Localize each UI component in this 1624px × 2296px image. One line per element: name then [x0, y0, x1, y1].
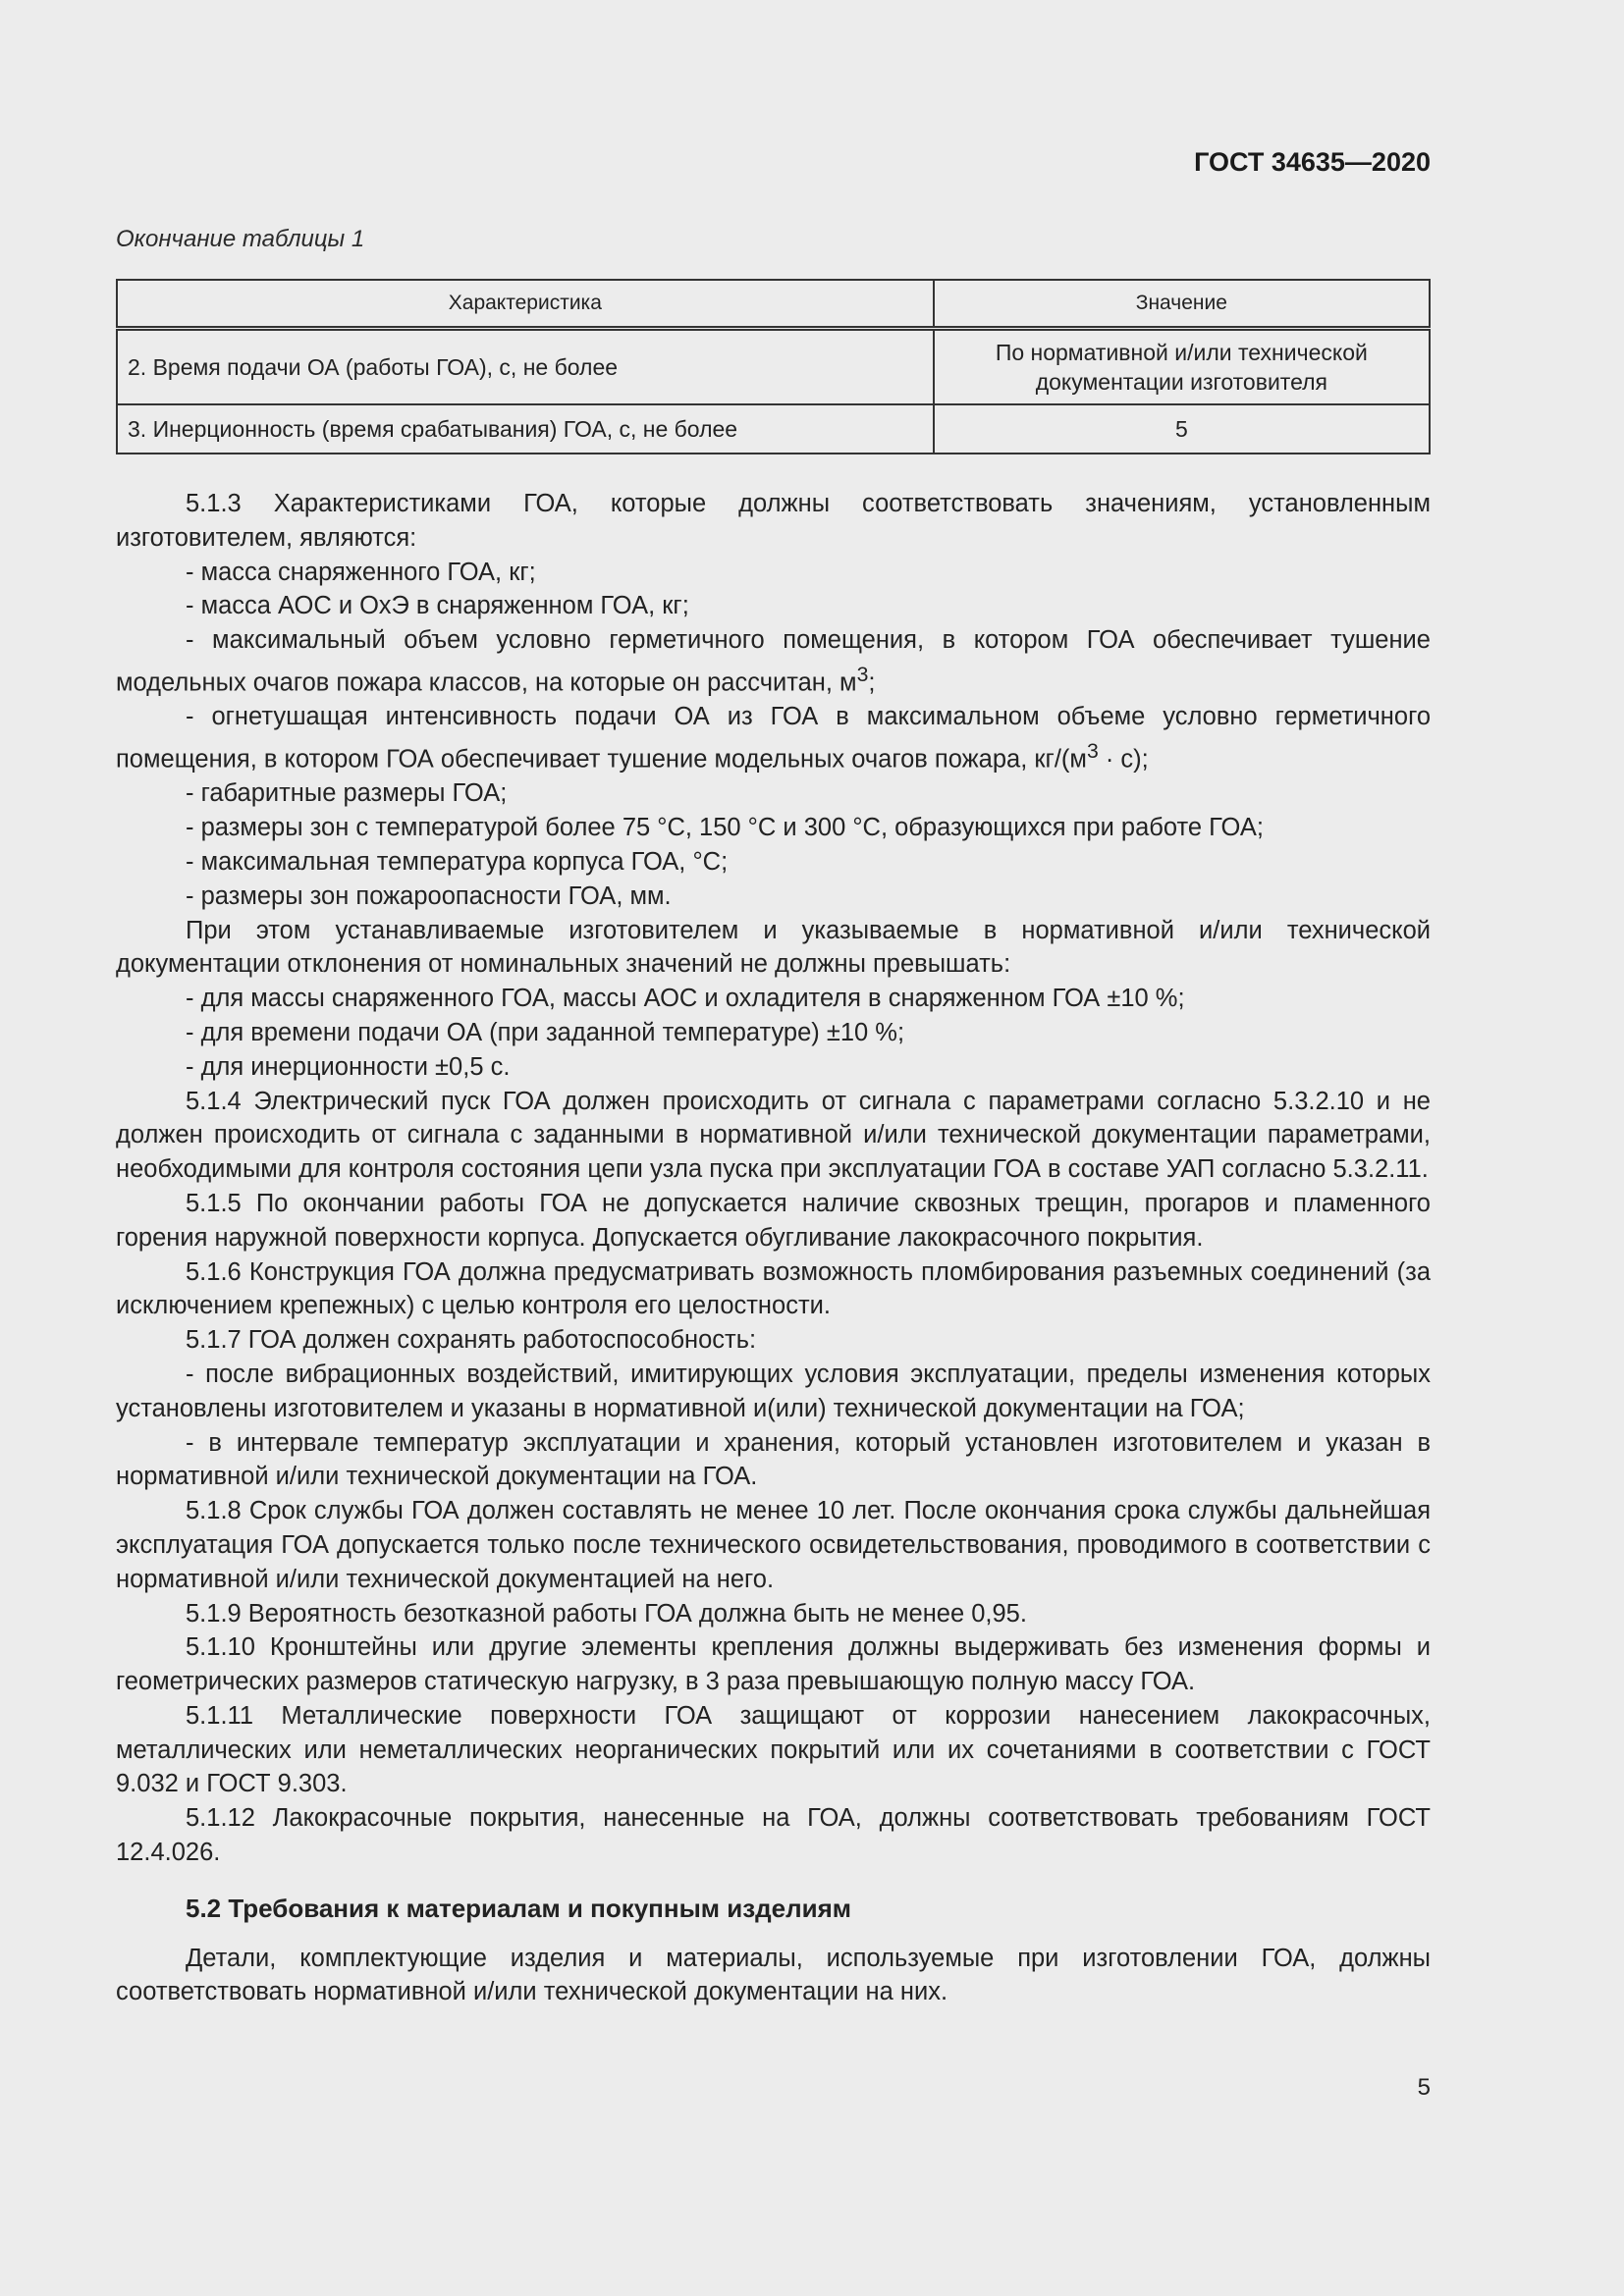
list-item: - максимальная температура корпуса ГОА, °С; — [186, 847, 729, 876]
list-item: - для массы снаряженного ГОА, массы АОС и охладителя в снаряженном ГОА ±10 %; — [186, 985, 1185, 1013]
superscript: 3 — [856, 662, 869, 686]
list-item-text: - максимальный объем условно герметичного помещения, в котором ГОА обеспечивает тушение модельных очагов пожара классов, на которые он рассчитан, м — [116, 626, 1431, 697]
table-header-row — [117, 280, 1430, 329]
paragraph-5-1-4: 5.1.4 Электрический пуск ГОА должен происходить от сигнала с параметрами согласно 5.3.2.10 и не должен происходить от сигнала с заданными в нормативной и/или технической документации параметрами, необходимыми для контроля состояния цепи узла пуска при эксплуатации ГОА в составе УАП согласно 5.3.2.11. — [116, 1087, 1431, 1184]
paragraph-5-1-9: 5.1.9 Вероятность безотказной работы ГОА должна быть не менее 0,95. — [186, 1599, 1027, 1628]
list-item — [116, 700, 1431, 776]
paragraph-5-1-10: 5.1.10 Кронштейны или другие элементы крепления должны выдерживать без изменения формы и геометрических размеров статическую нагрузку, в 3 раза превышающую полную массу ГОА. — [116, 1633, 1431, 1696]
list-item — [116, 623, 1431, 700]
column-header-characteristic: Характеристика — [117, 280, 934, 329]
list-item: - для инерционности ±0,5 с. — [186, 1052, 511, 1081]
column-header-value: Значение — [934, 280, 1430, 329]
paragraph-5-1-8: 5.1.8 Срок службы ГОА должен составлять не менее 10 лет. После окончания срока службы дальнейшая эксплуатация ГОА допускается только после технического освидетельствования, проводимого в соответствии с нормативной и/или технической документацией на него. — [116, 1497, 1431, 1593]
cell-characteristic: 2. Время подачи ОА (работы ГОА), с, не более — [117, 329, 934, 405]
paragraph-5-2: Детали, комплектующие изделия и материалы, используемые при изготовлении ГОА, должны соответствовать нормативной и/или технической документации на них. — [116, 1944, 1431, 2006]
paragraph-5-1-6: 5.1.6 Конструкция ГОА должна предусматривать возможность пломбирования разъемных соединений (за исключением крепежных) с целью контроля его целостности. — [116, 1257, 1431, 1320]
paragraph-5-1-11: 5.1.11 Металлические поверхности ГОА защищают от коррозии нанесением лакокрасочных, металлических или неметаллических неорганических покрытий или их сочетаниями в соответствии с ГОСТ 9.032 и ГОСТ 9.303. — [116, 1701, 1431, 1798]
list-item: - масса АОС и ОхЭ в снаряженном ГОА, кг; — [186, 592, 689, 620]
document-body — [116, 487, 1431, 2009]
paragraph-5-1-7: 5.1.7 ГОА должен сохранять работоспособность: — [186, 1326, 757, 1355]
paragraph-deviations: При этом устанавливаемые изготовителем и указываемые в нормативной и/или технической документации отклонения от номинальных значений не должны превышать: — [116, 916, 1431, 979]
list-item-tail: ; — [868, 668, 876, 697]
list-item: - габаритные размеры ГОА; — [186, 779, 508, 808]
table-caption: Окончание таблицы 1 — [116, 226, 365, 252]
cell-characteristic: 3. Инерционность (время срабатывания) ГОА, с, не более — [117, 404, 934, 454]
list-item: - размеры зон с температурой более 75 °С, 150 °С и 300 °С, образующихся при работе ГОА; — [186, 814, 1264, 842]
list-item: - после вибрационных воздействий, имитирующих условия эксплуатации, пределы изменения которых установлены изготовителем и указаны в нормативной и(или) технической документации на ГОА; — [116, 1360, 1431, 1422]
document-id: ГОСТ 34635—2020 — [1194, 147, 1431, 177]
paragraph-5-1-12: 5.1.12 Лакокрасочные покрытия, нанесенные на ГОА, должны соответствовать требованиям ГОСТ 12.4.026. — [116, 1804, 1431, 1867]
section-heading-5-2: 5.2 Требования к материалам и покупным изделиям — [186, 1893, 852, 1923]
list-item: - масса снаряженного ГОА, кг; — [186, 558, 536, 586]
page-number: 5 — [1417, 2074, 1431, 2101]
list-item-tail: · с); — [1098, 745, 1149, 774]
list-item-text: - огнетушащая интенсивность подачи ОА из ГОА в максимальном объеме условно герметичного помещения, в котором ГОА обеспечивает тушение модельных очагов пожара, кг/(м — [116, 703, 1431, 774]
table-row — [117, 404, 1430, 454]
list-item: - в интервале температур эксплуатации и хранения, который установлен изготовителем и указан в нормативной и/или технической документации на ГОА. — [116, 1428, 1431, 1491]
list-item: - размеры зон пожароопасности ГОА, мм. — [186, 881, 672, 910]
characteristics-table — [116, 279, 1431, 454]
cell-value: По нормативной и/или технической документации изготовителя — [934, 329, 1430, 405]
paragraph-5-1-5: 5.1.5 По окончании работы ГОА не допускается наличие сквозных трещин, прогаров и пламенного горения наружной поверхности корпуса. Допускается обугливание лакокрасочного покрытия. — [116, 1189, 1431, 1252]
list-item: - для времени подачи ОА (при заданной температуре) ±10 %; — [186, 1018, 905, 1046]
superscript: 3 — [1086, 739, 1099, 764]
paragraph-5-1-3: 5.1.3 Характеристиками ГОА, которые должны соответствовать значениям, установленным изготовителем, являются: — [116, 490, 1431, 552]
cell-value: 5 — [934, 404, 1430, 454]
table-row — [117, 329, 1430, 405]
